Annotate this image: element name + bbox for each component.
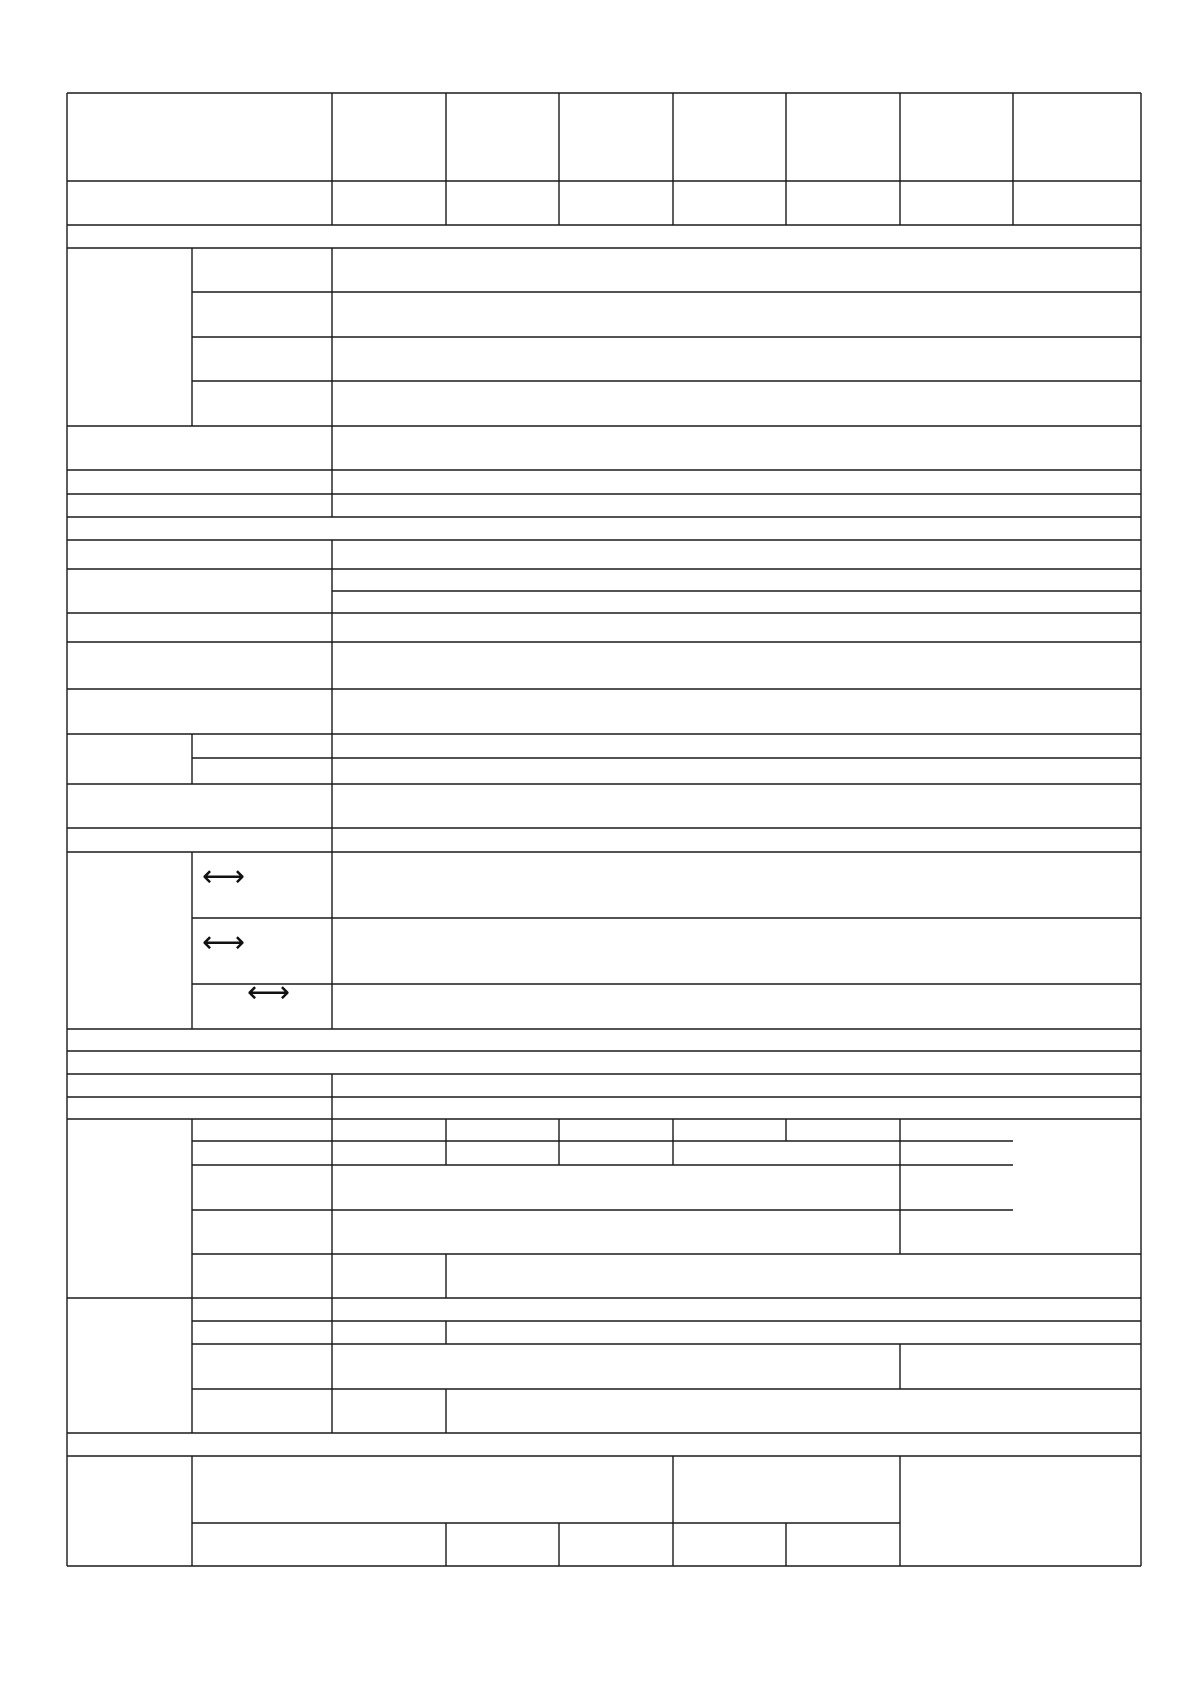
double-arrow-icon: ⟷ xyxy=(247,975,291,1010)
double-arrow-icon: ⟷ xyxy=(202,859,246,894)
double-arrow-icon: ⟷ xyxy=(202,925,246,960)
